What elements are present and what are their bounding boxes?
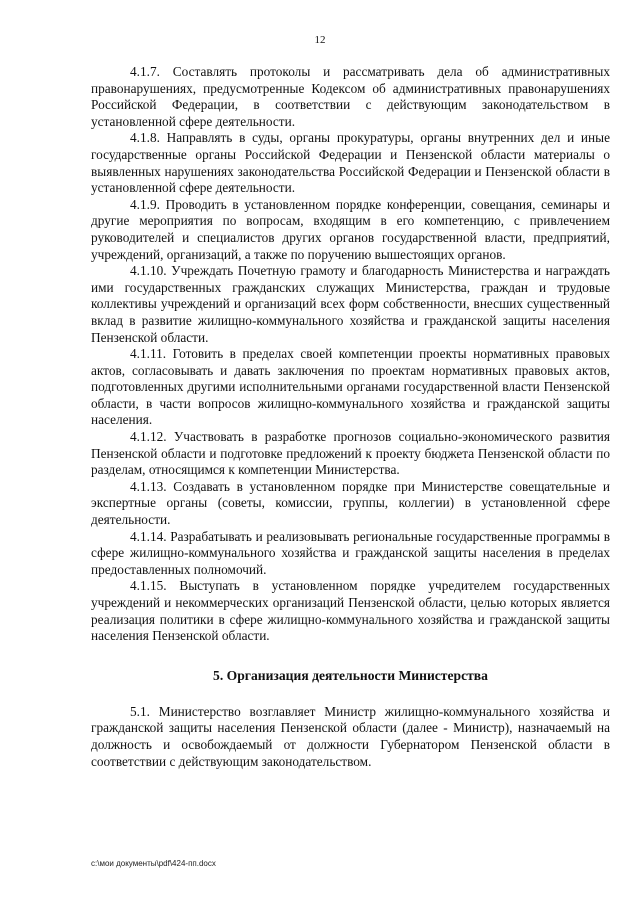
paragraph-4-1-8: 4.1.8. Направлять в суды, органы прокуратуры, органы внутренних дел и иные государственные органы Российской Федерации и Пензенской области материалы о выявленных нарушениях законодательства Российской Федерации и Пензенской области в установленной сфере деятельности. xyxy=(91,130,610,196)
file-path-footer: c:\мои документы\pdf\424-пп.docx xyxy=(91,859,216,868)
paragraph-4-1-14: 4.1.14. Разрабатывать и реализовывать региональные государственные программы в сфере жилищно-коммунального хозяйства и гражданской защиты населения в пределах предоставленных полномочий. xyxy=(91,528,610,577)
paragraph-4-1-7: 4.1.7. Составлять протоколы и рассматривать дела об административных правонарушениях, предусмотренные Кодексом об административных правонарушениях Российской Федерации, в соответствии с действующим законодательством в установленной сфере деятельности. xyxy=(91,64,610,129)
document-body xyxy=(91,64,610,770)
paragraph-4-1-11: 4.1.11. Готовить в пределах своей компетенции проекты нормативных правовых актов, согласовывать и давать заключения по проектам нормативных правовых актов, подготовленных другими исполнительными органами государственной власти Пензенской области, в части вопросов жилищно-коммунального хозяйства и гражданской защиты населения. xyxy=(91,346,610,428)
paragraph-4-1-9: 4.1.9. Проводить в установленном порядке конференции, совещания, семинары и другие мероприятия по вопросам, входящим в его компетенцию, с привлечением руководителей и специалистов других органов государственной власти, предприятий, учреждений, организаций, а также по поручению вышестоящих органов. xyxy=(91,196,610,262)
paragraph-4-1-13: 4.1.13. Создавать в установленном порядке при Министерстве совещательные и экспертные органы (советы, комиссии, группы, коллегии) в установленной сфере деятельности. xyxy=(91,478,610,528)
page-number: 12 xyxy=(314,34,326,46)
section-heading: 5. Организация деятельности Министерства xyxy=(213,667,488,683)
paragraph-5-1: 5.1. Министерство возглавляет Министр жилищно-коммунального хозяйства и гражданской защиты населения Пензенской области (далее - Министр), назначаемый на должность и освобождаемый от должности Губернатором Пензенской области в соответствии с действующим законодательством. xyxy=(91,703,610,769)
paragraph-4-1-15: 4.1.15. Выступать в установленном порядке учредителем государственных учреждений и некоммерческих организаций Пензенской области, целью которых является реализация политики в сфере жилищно-коммунального хозяйства и гражданской защиты населения Пензенской области. xyxy=(91,578,610,644)
paragraph-4-1-12: 4.1.12. Участвовать в разработке прогнозов социально-экономического развития Пензенской области и подготовке предложений к проекту бюджета Пензенской области по разделам, относящимся к компетенции Министерства. xyxy=(91,429,610,478)
paragraph-4-1-10: 4.1.10. Учреждать Почетную грамоту и благодарность Министерства и награждать ими государственных гражданских служащих Министерства, граждан и трудовые коллективы учреждений и организаций всех форм собственности, внесших существенный вклад в развитие жилищно-коммунального хозяйства и гражданской защиты населения Пензенской области. xyxy=(91,263,610,345)
